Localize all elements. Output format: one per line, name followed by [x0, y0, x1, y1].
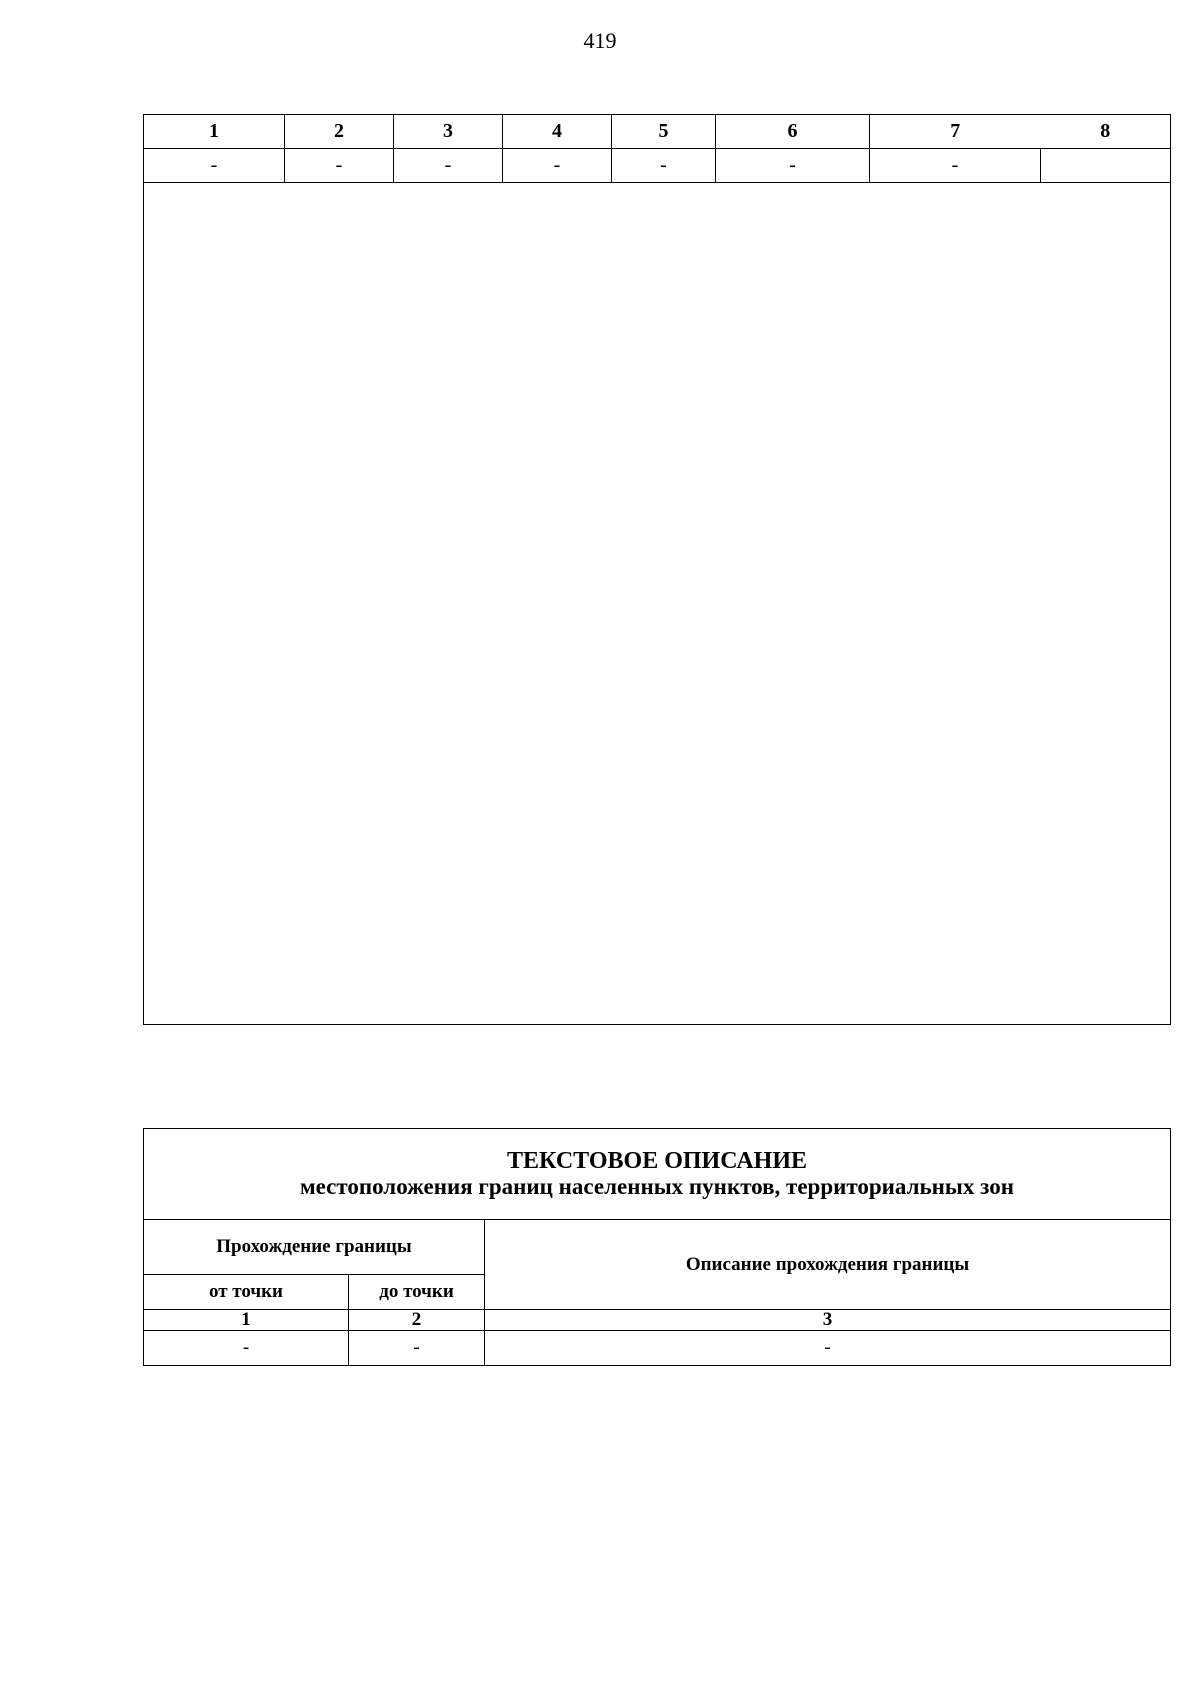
table-cell: - — [503, 149, 612, 183]
column-number: 2 — [349, 1310, 485, 1331]
title-row — [144, 1129, 1171, 1220]
column-number: 3 — [485, 1310, 1171, 1331]
header-from: от точки — [144, 1275, 349, 1310]
table-cell: - — [716, 149, 870, 183]
column-number-row — [144, 115, 1171, 149]
description-table — [143, 1128, 1171, 1366]
page-number: 419 — [583, 28, 617, 53]
table-cell — [1041, 149, 1171, 183]
column-number: 3 — [394, 115, 503, 149]
table-cell: - — [485, 1331, 1171, 1366]
table-cell: - — [349, 1331, 485, 1366]
table-cell: - — [144, 149, 285, 183]
table-cell: - — [394, 149, 503, 183]
column-number-row — [144, 1310, 1171, 1331]
column-number: 8 — [1041, 115, 1171, 149]
table-cell: - — [612, 149, 716, 183]
header-description: Описание прохождения границы — [485, 1220, 1171, 1310]
empty-area-row — [144, 183, 1171, 1025]
header-to: до точки — [349, 1275, 485, 1310]
table-row — [144, 1331, 1171, 1366]
header-row — [144, 1220, 1171, 1275]
column-number: 5 — [612, 115, 716, 149]
header-passage: Прохождение границы — [144, 1220, 485, 1275]
column-number: 1 — [144, 115, 285, 149]
title-subtitle: местоположения границ населенных пунктов, территориальных зон — [300, 1174, 1014, 1199]
table-cell: - — [870, 149, 1041, 183]
title-main: ТЕКСТОВОЕ ОПИСАНИЕ — [507, 1148, 808, 1174]
coordinates-table — [143, 114, 1171, 1025]
column-number: 4 — [503, 115, 612, 149]
table-row — [144, 149, 1171, 183]
empty-area — [144, 183, 1171, 1025]
column-number: 2 — [285, 115, 394, 149]
column-number: 6 — [716, 115, 870, 149]
table-title — [144, 1129, 1171, 1220]
column-number: 1 — [144, 1310, 349, 1331]
column-number: 7 — [870, 115, 1041, 149]
table-cell: - — [285, 149, 394, 183]
table-cell: - — [144, 1331, 349, 1366]
